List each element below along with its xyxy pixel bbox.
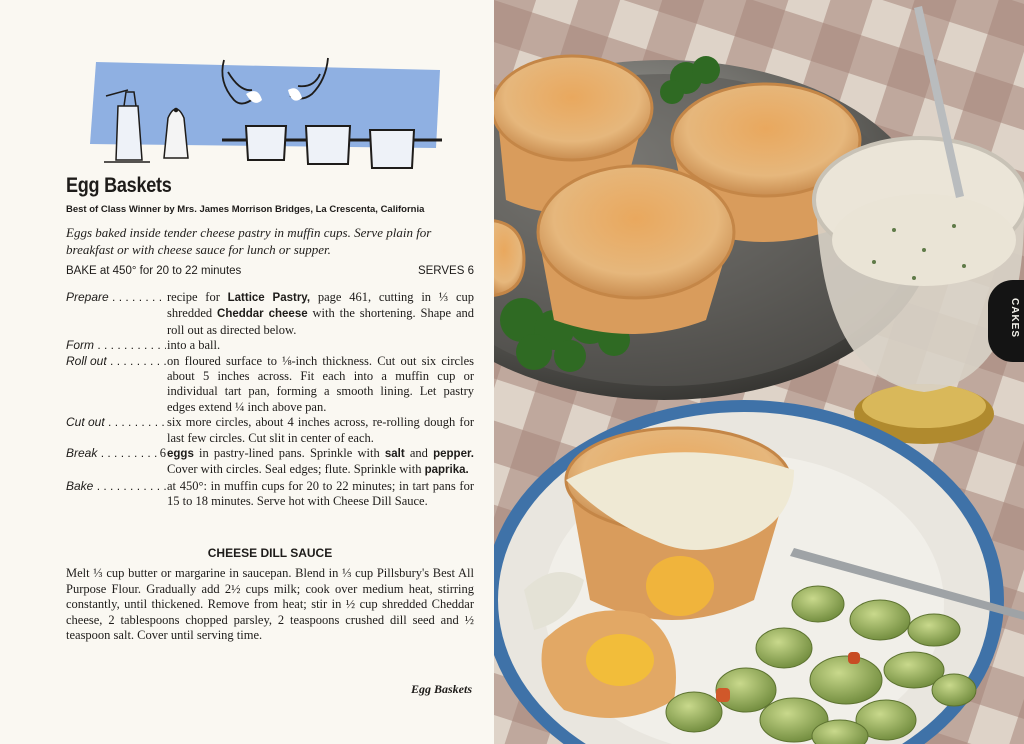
kitchen-illustration xyxy=(88,56,444,172)
food-photo-illustration xyxy=(494,0,1024,744)
recipe-steps xyxy=(66,290,474,510)
step-label: Prepare . . . xyxy=(66,290,166,305)
step-label: Cut out . . . xyxy=(66,415,166,430)
step-bake xyxy=(66,479,474,510)
step-label: Form . . . xyxy=(66,338,166,353)
recipe-page xyxy=(0,0,494,744)
step-text: on floured surface to ⅛-inch thickness. Cut out six circles about 5 inches across. Fit each into a muffin cup or individual tart pan, forming a smooth lining. Let pastry edges extend ¼ inch above pan. xyxy=(167,353,474,414)
step-text: into a ball. xyxy=(167,338,221,353)
section-tab-label: CAKES xyxy=(1009,298,1020,339)
food-photo xyxy=(494,0,1024,744)
step-text: eggs in pastry-lined pans. Sprinkle with salt and pepper. Cover with circles. Seal edges; flute. Sprinkle with paprika. xyxy=(167,446,474,477)
step-text: at 450°: in muffin cups for 20 to 22 minutes; in tart pans for 15 to 18 minutes. Serve hot with Cheese Dill Sauce. xyxy=(167,478,474,509)
sauce-instructions: Melt ⅓ cup butter or margarine in saucepan. Blend in ⅓ cup Pillsbury's Best All Purpose Flour. Gradually add 2½ cups milk; cook over medium heat, stirring constantly, until thickened. Remove from heat; stir in ½ cup shredded Cheddar cheese, 2 tablespoons chopped parsley, 2 teaspoons crushed dill seed and ½ teaspoon salt. Cover until serving time. xyxy=(66,566,474,642)
recipe-intro: Eggs baked inside tender cheese pastry in muffin cups. Serve plain for breakfast or with cheese sauce for lunch or supper. xyxy=(66,225,432,257)
step-cut-out xyxy=(66,415,474,446)
bake-instruction: BAKE at 450° for 20 to 22 minutes xyxy=(66,265,242,277)
cups-icon xyxy=(246,126,414,168)
step-break xyxy=(66,446,474,479)
step-label: Roll out . . . xyxy=(66,354,166,369)
step-prepare xyxy=(66,290,474,338)
step-text: six more circles, about 4 inches across, re-rolling dough for last few circles. Cut slit in center of each. xyxy=(167,415,474,445)
recipe-title: Egg Baskets xyxy=(66,174,172,197)
step-form xyxy=(66,338,474,353)
step-label: Break . . . xyxy=(66,446,166,461)
step-amount: 6 xyxy=(159,446,166,461)
step-text: recipe for Lattice Pastry, page 461, cutting in ⅓ cup shredded Cheddar cheese with the shortening. Shape and roll out as directed below. xyxy=(167,290,475,337)
step-label: Bake . . . xyxy=(66,479,166,494)
sauce-title: CHEESE DILL SAUCE xyxy=(207,546,333,560)
recipe-byline: Best of Class Winner by Mrs. James Morrison Bridges, La Crescenta, California xyxy=(66,204,425,215)
step-roll-out xyxy=(66,354,474,416)
servings: SERVES 6 xyxy=(417,265,474,277)
page-footer: Egg Baskets xyxy=(410,682,472,696)
bake-info-row xyxy=(66,265,474,277)
